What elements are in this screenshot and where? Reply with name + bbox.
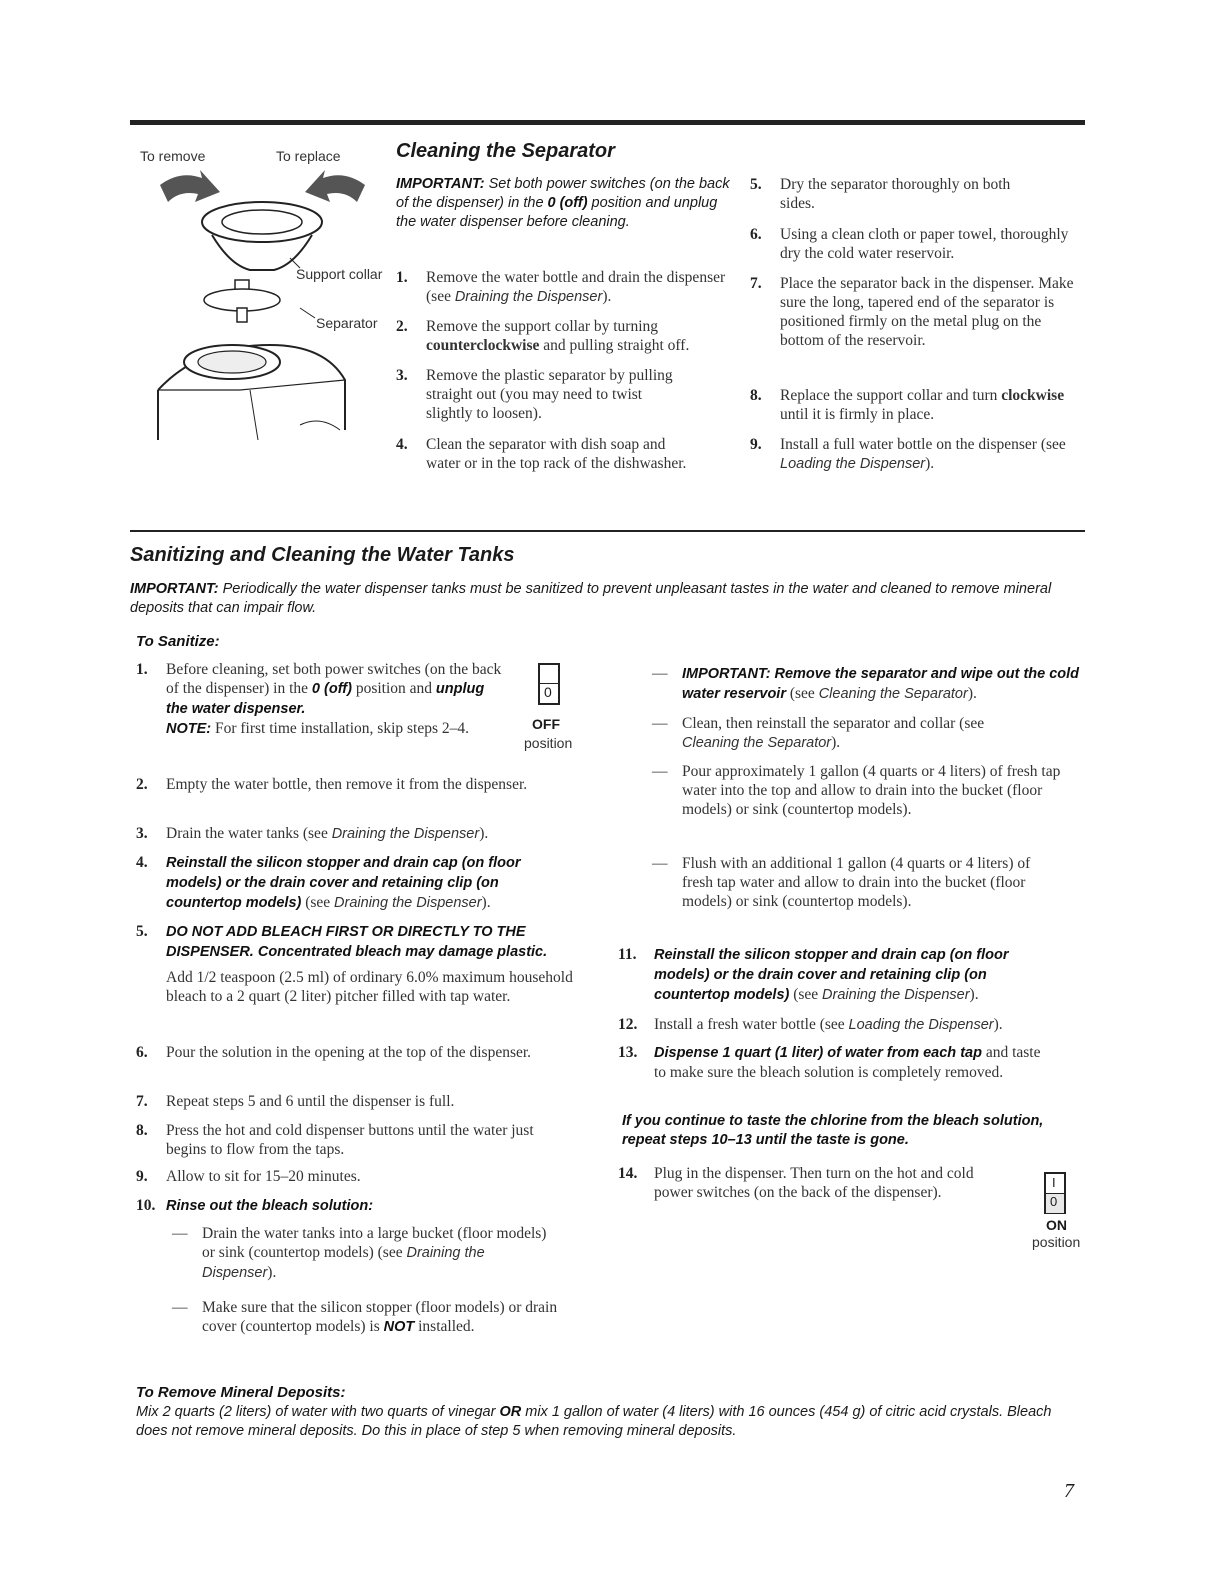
separator-title: Cleaning the Separator [396, 140, 615, 162]
separator-illustration [140, 140, 385, 450]
to-remove-label: To remove [140, 148, 206, 164]
sanitize-important: IMPORTANT: Periodically the water dispenser tanks must be sanitized to prevent unpleasant tastes in the water and cleaned to remove mineral deposits that can impair flow. [130, 581, 1052, 616]
to-sanitize-heading: To Sanitize: [136, 633, 220, 650]
separator-important: IMPORTANT: Set both power switches (on the back of the dispenser) in the 0 (off) position and unplug the water dispenser before cleaning. [396, 176, 730, 230]
off-label: OFF [532, 716, 560, 732]
on-position-caption: position [1032, 1234, 1081, 1250]
off-position-caption: position [524, 735, 573, 751]
to-replace-label: To replace [276, 148, 341, 164]
support-collar-label: Support collar [296, 266, 383, 282]
page-number: 7 [1064, 1480, 1074, 1502]
chlorine-note: If you continue to taste the chlorine from the bleach solution, repeat steps 10–13 until the taste is gone. [622, 1113, 1044, 1148]
separator-label: Separator [316, 315, 378, 331]
middle-rule [130, 530, 1085, 532]
sanitize-title: Sanitizing and Cleaning the Water Tanks [130, 544, 515, 566]
off-switch-icon: 0 [538, 663, 560, 705]
top-rule [130, 120, 1085, 125]
separator-diagram-icon [140, 140, 385, 450]
on-switch-icon: I 0 [1044, 1172, 1066, 1214]
mineral-text: Mix 2 quarts (2 liters) of water with two quarts of vinegar OR mix 1 gallon of water (4 liters) with 16 ounces (454 g) of citric acid crystals. Bleach does not remove mineral deposits. Do this in place of step 5 when removing mineral deposits. [136, 1404, 1052, 1439]
on-label: ON [1046, 1217, 1067, 1233]
mineral-heading: To Remove Mineral Deposits: [136, 1384, 346, 1401]
